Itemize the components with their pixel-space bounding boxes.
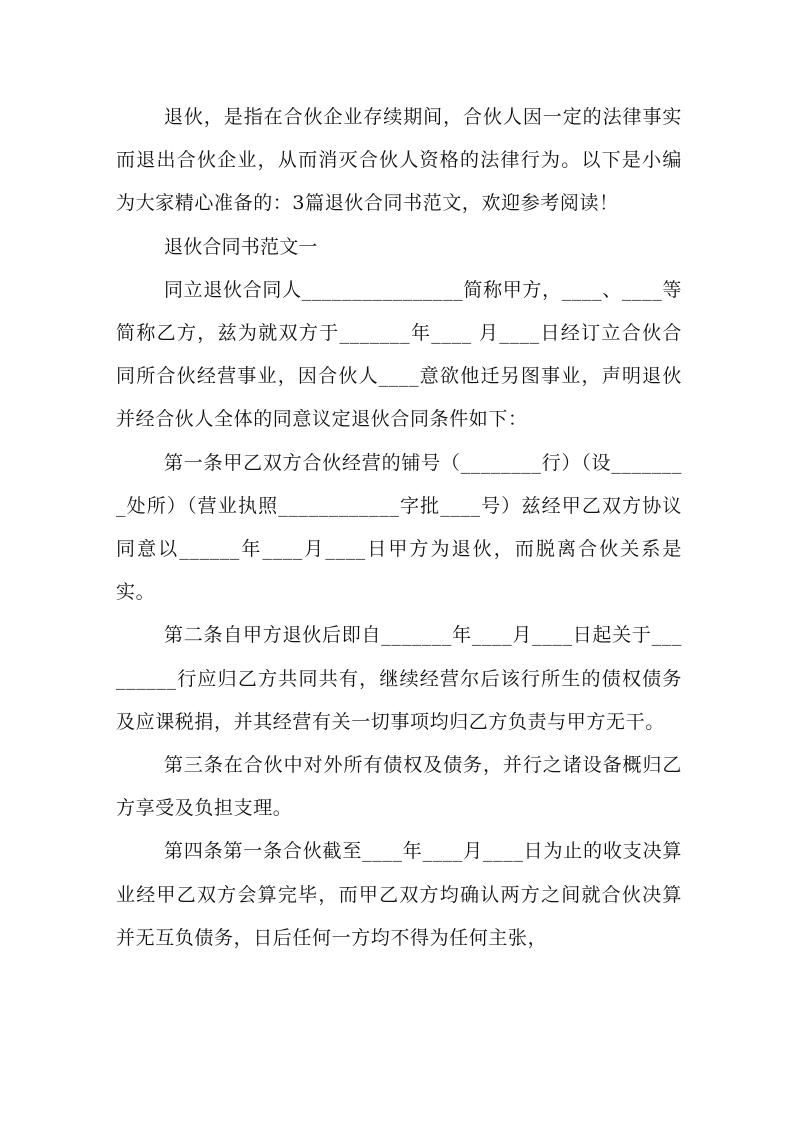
intro-paragraph: 退伙，是指在合伙企业存续期间，合伙人因一定的法律事实而退出合伙企业，从而消灭合伙人资格的法律行为。以下是小编为大家精心准备的：3篇退伙合同书范文，欢迎参考阅读！ — [116, 106, 682, 215]
document-body — [116, 96, 682, 960]
article-2-paragraph: 第二条自甲方退伙后即自_______年____月____日起关于_________行应归乙方共同共有，继续经营尔后该行所生的债权债务及应课税捐，并其经营有关一切事项均归乙方负责与甲方无干。 — [116, 624, 682, 733]
contract-preamble-paragraph: 同立退伙合同人________________简称甲方，____、____等简称乙方，兹为就双方于_______年____ 月____日经订立合伙合同所合伙经营事业，因合伙人____意欲他迁另图事业，声明退伙并经合伙人全体的同意议定退伙合同条件如下： — [116, 278, 682, 431]
article-3-paragraph: 第三条在合伙中对外所有债权及债务，并行之诸设备概归乙方享受及负担支理。 — [116, 754, 682, 820]
article-1-paragraph: 第一条甲乙双方合伙经营的铺号（________行）（设________处所）（营业执照____________字批____号）兹经甲乙双方协议同意以______年____月____日甲方为退伙，而脱离合伙关系是实。 — [116, 451, 682, 604]
article-4-paragraph: 第四条第一条合伙截至____年____月____日为止的收支决算业经甲乙双方会算完毕，而甲乙双方均确认两方之间就合伙决算并无互负债务，日后任何一方均不得为任何主张， — [116, 840, 682, 949]
section-heading: 退伙合同书范文一 — [164, 235, 318, 258]
